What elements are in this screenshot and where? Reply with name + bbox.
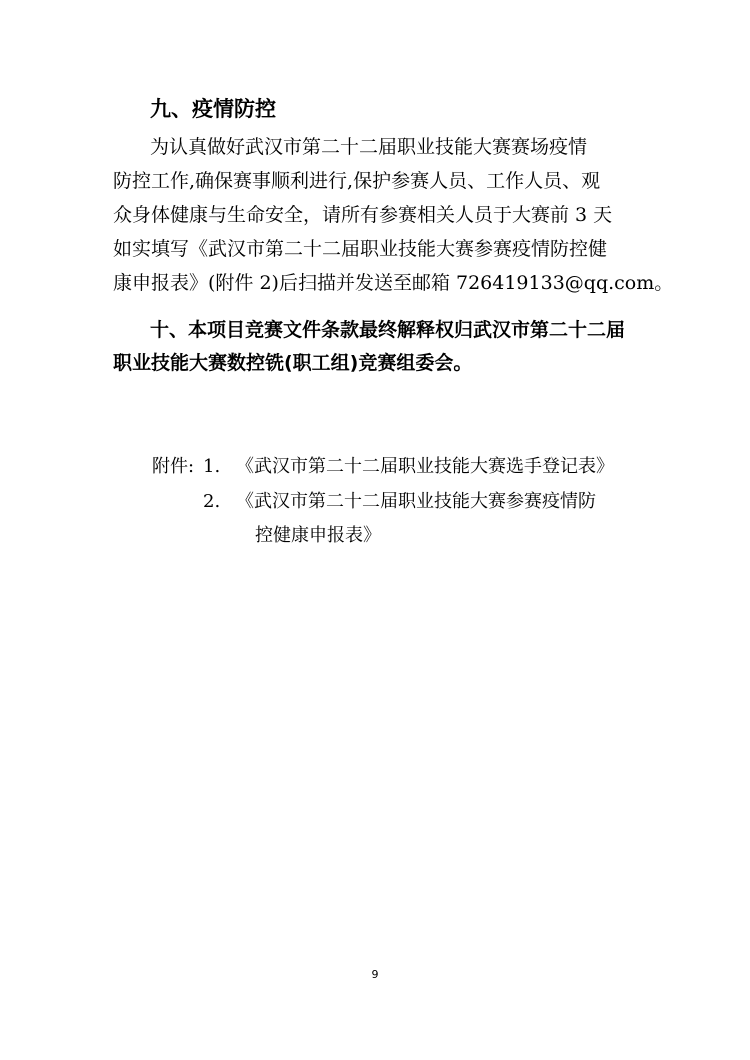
- page-number: 9: [371, 968, 379, 981]
- paragraph-line: 康申报表》(附件 2)后扫描并发送至邮箱 726419133@qq.com。: [113, 272, 674, 294]
- attachments-label: 附件:: [152, 456, 195, 477]
- paragraph-line: 众身体健康与生命安全，请所有参赛相关人员于大赛前 3 天: [113, 204, 613, 226]
- section-9-paragraph: [113, 130, 674, 300]
- paragraph-line: 为认真做好武汉市第二十二届职业技能大赛赛场疫情: [150, 136, 588, 158]
- attachment-title: 《武汉市第二十二届职业技能大赛参赛疫情防: [236, 491, 596, 512]
- paragraph-line: 职业技能大赛数控铣(职工组)竞赛组委会。: [113, 352, 473, 374]
- section-9-heading: 九、疫情防控: [150, 97, 276, 121]
- attachment-number: 2.: [203, 491, 221, 512]
- attachment-title-continuation: 控健康申报表》: [255, 525, 381, 546]
- attachment-title: 《武汉市第二十二届职业技能大赛选手登记表》: [236, 456, 614, 477]
- section-10-paragraph: [113, 314, 643, 380]
- paragraph-line: 十、本项目竞赛文件条款最终解释权归武汉市第二十二届: [150, 319, 626, 341]
- paragraph-line: 防控工作,确保赛事顺利进行,保护参赛人员、工作人员、观: [113, 170, 601, 192]
- paragraph-line: 如实填写《武汉市第二十二届职业技能大赛参赛疫情防控健: [113, 238, 608, 260]
- attachment-number: 1.: [203, 456, 221, 477]
